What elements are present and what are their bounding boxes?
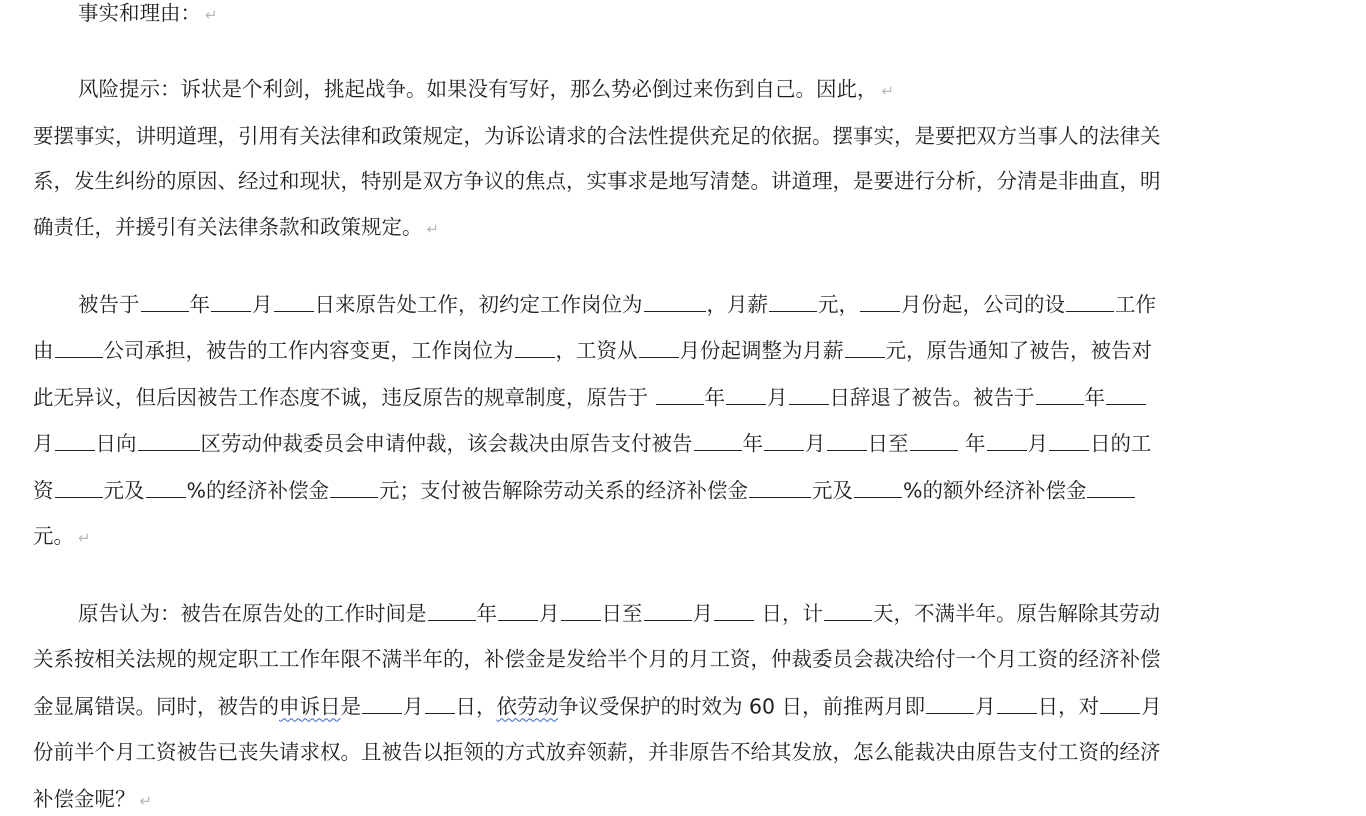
text-segment: 月 [805,431,826,456]
fill-in-blank [726,382,766,405]
fill-in-blank [824,598,872,621]
paragraph-mark-icon: ↵ [139,792,153,810]
fill-in-blank [987,428,1027,451]
spellcheck-flagged-text: 申诉日 [279,694,341,719]
text-line-risk-2 [33,121,1161,151]
fill-in-blank [330,475,378,498]
text-segment: 元及 [103,478,145,503]
fill-in-blank [714,598,754,621]
text-line-p3-4 [33,737,1161,767]
text-segment: 年 [958,431,986,456]
text-line-p2-1 [78,289,1156,319]
text-segment: 月 [692,601,713,626]
fill-in-blank [769,289,817,312]
text-segment: 月 [252,292,273,317]
text-line-p2-5 [33,475,1136,505]
text-line-p3-3 [33,691,1162,721]
text-segment: 天，不满半年。原告解除其劳动 [873,601,1161,626]
fill-in-blank [644,289,706,312]
fill-in-blank [789,382,829,405]
paragraph-mark-icon: ↵ [881,82,895,100]
text-segment: 年 [476,601,497,626]
text-segment: 年 [189,292,210,317]
text-segment: 争议受保护的时效为 60 日，前推两月即 [558,694,926,719]
fill-in-blank [362,691,402,714]
fill-in-blank [860,289,900,312]
paragraph-mark-icon: ↵ [426,220,440,238]
fill-in-blank [425,691,455,714]
fill-in-blank [644,598,692,621]
fill-in-blank [211,289,251,312]
text-line-p2-6 [33,521,91,551]
spellcheck-flagged-text: 依劳动 [496,694,558,719]
text-segment: 日辞退了被告。被告于 [829,385,1035,410]
fill-in-blank [1036,382,1084,405]
text-segment: 月 [767,385,788,410]
fill-in-blank [1106,382,1146,405]
text-segment: 月 [403,694,424,719]
fill-in-blank [55,335,103,358]
text-segment: 由 [33,338,54,363]
fill-in-blank [274,289,314,312]
fill-in-blank [1100,691,1140,714]
text-segment: 要摆事实，讲明道理，引用有关法律和政策规定，为诉讼请求的合法性提供充足的依据。摆事实，是要把双方当事人的法律关 [33,124,1161,148]
text-segment: 金显属错误。同时，被告的 [33,694,279,719]
fill-in-blank [827,428,867,451]
text-segment: %的经济补偿金 [186,478,329,503]
text-segment: 元，原告通知了被告，被告对 [885,338,1152,363]
text-segment: 年 [704,385,726,410]
text-line-risk-3 [33,166,1161,196]
text-segment: 月 [539,601,560,626]
text-line-p3-5 [33,784,152,814]
text-line-risk-1 [78,74,894,104]
fill-in-blank [515,335,555,358]
fill-in-blank [498,598,538,621]
text-segment: 关系按相关法规的规定职工工作年限不满半年的，补偿金是发给半个月的月工资，仲裁委员会裁决给付一个月工资的经济补偿 [33,647,1161,671]
fill-in-blank [561,598,601,621]
text-segment: 元， [818,292,859,317]
text-segment: 风险提示：诉状是个利剑，挑起战争。如果没有写好，那么势必倒过来伤到自己。因此， [78,77,878,101]
fill-in-blank [694,428,742,451]
text-segment: 工作 [1115,292,1156,317]
text-segment: 原告认为：被告在原告处的工作时间是 [78,601,427,626]
text-segment: 资 [33,478,54,503]
text-segment: 区劳动仲裁委员会申请仲裁，该会裁决由原告支付被告 [200,431,693,456]
fill-in-blank [55,475,103,498]
text-segment: 月 [1141,694,1162,719]
text-segment: 月份起，公司的设 [901,292,1065,317]
fill-in-blank [428,598,476,621]
text-line-p3-1 [78,598,1160,628]
text-segment: 日，计 [755,601,824,626]
text-segment: 月份起调整为月薪 [679,338,844,363]
fill-in-blank [845,335,885,358]
text-segment: 元。 [33,524,74,548]
fill-in-blank [138,428,200,451]
text-segment: 日，对 [1037,694,1100,719]
paragraph-mark-icon: ↵ [205,6,218,24]
fill-in-blank [764,428,804,451]
fill-in-blank [1049,428,1089,451]
text-segment: 日至 [867,431,909,456]
text-segment: 被告于 [78,292,140,317]
text-segment: 元及 [811,478,853,503]
text-segment: 确责任，并援引有关法律条款和政策规定。 [33,215,423,239]
text-line-p3-2 [33,644,1161,674]
text-segment: 系，发生纠纷的原因、经过和现状，特别是双方争议的焦点，实事求是地写清楚。讲道理，是要进行分析，分清是非曲直，明 [33,169,1161,193]
text-line-heading [78,0,218,28]
fill-in-blank [749,475,811,498]
text-segment: 日， [455,694,497,719]
text-segment: 日至 [601,601,643,626]
text-segment: 日向 [95,431,137,456]
fill-in-blank [926,691,974,714]
text-segment: ，月薪 [706,292,768,317]
text-segment: 月 [975,694,996,719]
text-segment: 日来原告处工作，初约定工作岗位为 [314,292,643,317]
fill-in-blank [854,475,902,498]
text-segment: 公司承担，被告的工作内容变更，工作岗位为 [103,338,514,363]
text-segment: 月 [33,431,54,456]
fill-in-blank [997,691,1037,714]
text-segment: 元；支付被告解除劳动关系的经济补偿金 [378,478,748,503]
text-segment: 补偿金呢？ [33,787,136,811]
text-segment: 事实和理由： [78,1,201,25]
fill-in-blank [55,428,95,451]
paragraph-mark-icon: ↵ [78,529,91,547]
text-segment: 年 [742,431,763,456]
text-line-p2-3 [33,382,1147,412]
text-segment: 是 [340,694,361,719]
text-line-p2-4 [33,428,1152,458]
text-segment: 份前半个月工资被告已丧失请求权。且被告以拒领的方式放弃领薪，并非原告不给其发放，怎么能裁决由原告支付工资的经济 [33,740,1161,764]
fill-in-blank [1066,289,1114,312]
text-segment: 此无异议，但后因被告工作态度不诚，违反原告的规章制度，原告于 [33,385,655,410]
fill-in-blank [656,382,704,405]
fill-in-blank [639,335,679,358]
text-line-p2-2 [33,335,1152,365]
text-segment: %的额外经济补偿金 [902,478,1087,503]
text-line-risk-4 [33,212,439,242]
fill-in-blank [146,475,186,498]
fill-in-blank [1087,475,1135,498]
text-segment: 年 [1084,385,1106,410]
text-segment: 月 [1027,431,1049,456]
text-segment: ，工资从 [555,338,638,363]
fill-in-blank [141,289,189,312]
fill-in-blank [910,428,958,451]
text-segment: 日的工 [1090,431,1152,456]
